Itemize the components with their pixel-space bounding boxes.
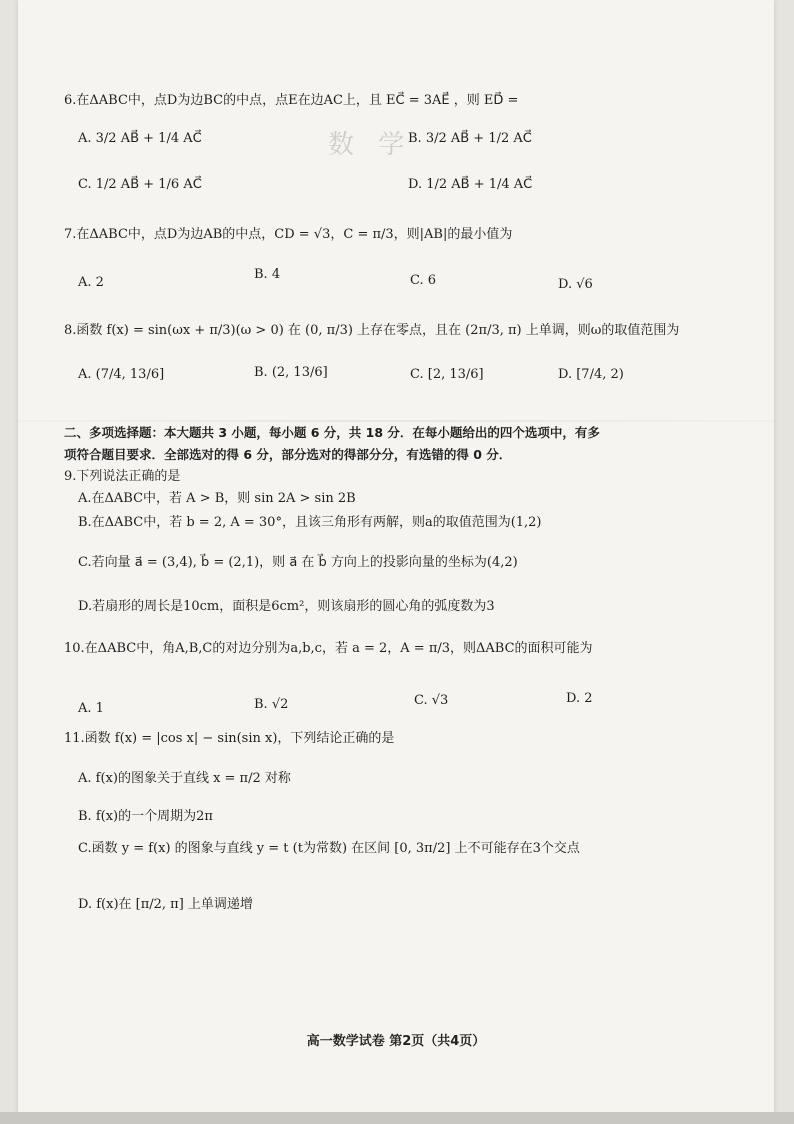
page-fold-line [18,420,774,422]
question-8-option-b: B. (2, 13/6] [254,365,328,380]
question-9-option-b: B.在ΔABC中，若 b = 2, A = 30°，且该三角形有两解，则a的取值范围为(1,2) [78,515,542,530]
question-8-option-d: D. [7/4, 2) [558,367,624,382]
question-10-option-c: C. √3 [414,693,449,708]
question-11-stem: 11.函数 f(x) = |cos x| − sin(sin x)，下列结论正确的是 [64,731,395,746]
question-10-option-a: A. 1 [78,701,104,716]
question-11-option-d: D. f(x)在 [π/2, π] 上单调递增 [78,897,253,912]
section-2-header-line-1: 二、多项选择题：本大题共 3 小题，每小题 6 分，共 18 分．在每小题给出的四个选项中，有多 [64,425,600,440]
question-11-option-b: B. f(x)的一个周期为2π [78,809,213,824]
question-11-option-a: A. f(x)的图象关于直线 x = π/2 对称 [78,771,291,786]
section-2-header-line-2: 项符合题目要求．全部选对的得 6 分，部分选对的得部分分，有选错的得 0 分． [64,447,512,462]
question-7-option-c: C. 6 [410,273,437,288]
question-10-stem: 10.在ΔABC中，角A,B,C的对边分别为a,b,c，若 a = 2，A = π/3，则ΔABC的面积可能为 [64,641,593,656]
question-8-stem: 8.函数 f(x) = sin(ωx + π/3)(ω > 0) 在 (0, π/3) 上存在零点，且在 (2π/3, π) 上单调，则ω的取值范围为 [64,323,680,338]
question-6-option-b: B. 3/2 AB⃗ + 1/2 AC⃗ [408,131,532,146]
question-11-option-c: C.函数 y = f(x) 的图象与直线 y = t (t为常数) 在区间 [0, 3π/2] 上不可能存在3个交点 [78,841,580,856]
question-10-option-d: D. 2 [566,691,593,706]
question-7-stem: 7.在ΔABC中，点D为边AB的中点，CD = √3，C = π/3，则|AB|的最小值为 [64,227,513,242]
question-6-stem: 6.在ΔABC中，点D为边BC的中点，点E在边AC上，且 EC⃗ = 3AE⃗ ，则 ED⃗ = [64,93,519,108]
scan-bottom-strip [0,1112,794,1124]
question-8-option-c: C. [2, 13/6] [410,367,484,382]
question-7-option-d: D. √6 [558,277,593,292]
question-7-option-a: A. 2 [78,275,104,290]
question-8-option-a: A. (7/4, 13/6] [78,367,165,382]
page-footer: 高一数学试卷 第2页（共4页） [306,1034,486,1049]
question-7-option-b: B. 4 [254,267,281,282]
question-9-option-a: A.在ΔABC中，若 A > B，则 sin 2A > sin 2B [78,491,356,506]
question-6-option-a: A. 3/2 AB⃗ + 1/4 AC⃗ [78,131,202,146]
question-9-option-c: C.若向量 a⃗ = (3,4), b⃗ = (2,1)，则 a⃗ 在 b⃗ 方向上的投影向量的坐标为(4,2) [78,555,518,570]
question-9-stem: 9.下列说法正确的是 [64,469,181,484]
bleed-through-title: 数 学 [328,130,413,160]
question-10-option-b: B. √2 [254,697,289,712]
question-9-option-d: D.若扇形的周长是10cm，面积是6cm²，则该扇形的圆心角的弧度数为3 [78,599,495,614]
exam-page [18,0,774,1124]
question-6-option-d: D. 1/2 AB⃗ + 1/4 AC⃗ [408,177,533,192]
question-6-option-c: C. 1/2 AB⃗ + 1/6 AC⃗ [78,177,202,192]
